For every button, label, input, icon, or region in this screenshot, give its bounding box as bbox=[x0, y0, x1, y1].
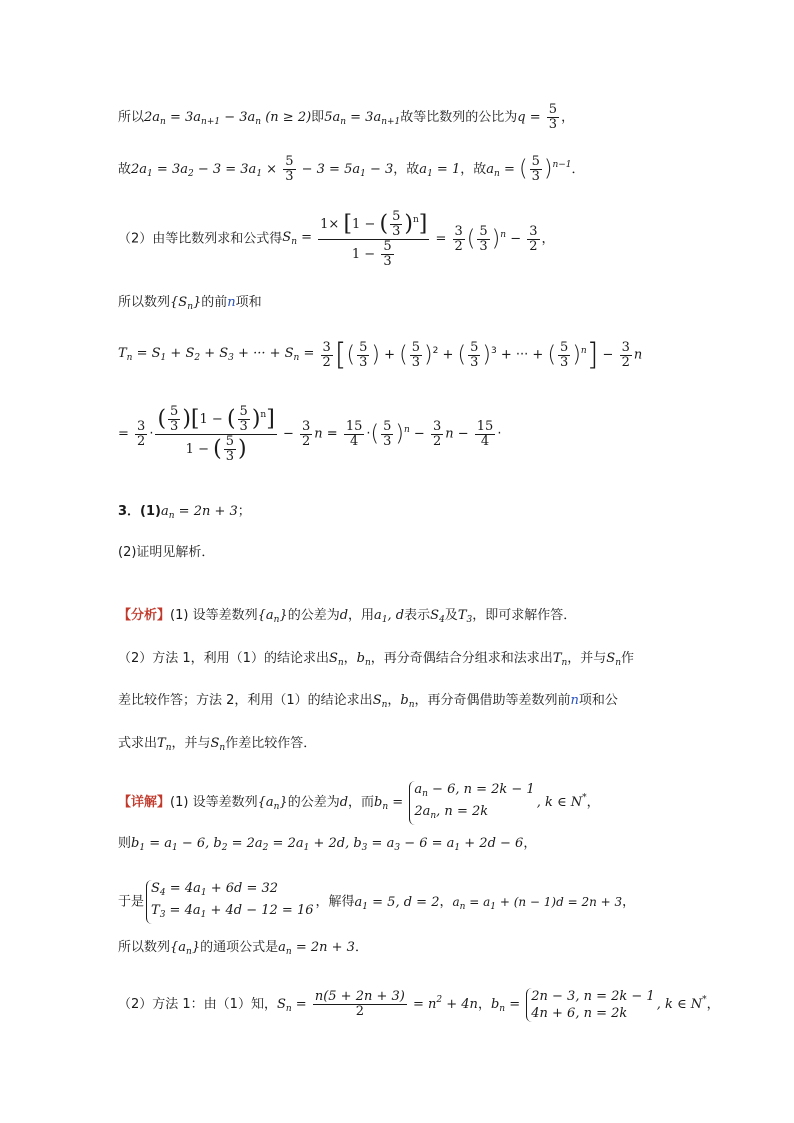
piecewise: $a_n - 6$, n = 2k − 1 $2a_n$, n = 2k bbox=[409, 781, 534, 825]
fraction: $\frac{5}{3}$ bbox=[548, 102, 558, 132]
math: q = bbox=[517, 110, 545, 125]
text: 即 bbox=[311, 110, 325, 125]
solution-line-ratio: 所以$2a_n = 3a_{n+1} - 3a_n$ (n ≥ 2)即$5a_n = 3a_{n+1}$故等比数列的公比为q = $\frac{5}{3}$ ， bbox=[118, 102, 575, 132]
detail-line-5: （2）方法 1：由（1）知，$S_n$ = $\frac{n(5 + 2n + 3)}{2}$ = $n^2 + 4n$，$b_n$ = 2n − 3, n = 2k − 1 4n + 6, n = 2k , k ∈ N*， bbox=[118, 988, 720, 1021]
detail-line-3: 于是 $S_4 = 4a_1 + 6d = 32$ $T_3 = 4a_1 + 4d - 12 = 16$ ，解得$a_1 = 5$, d = 2，$a_n = a_1 + (n - 1)d = 2n + 3$， bbox=[118, 880, 724, 925]
analysis-line-1: 【分析】(1) 设等差数列$\{a_n\}$的公差为d，用$a_1$, d表示$S_4$及$T_3$，即可求解作答． bbox=[118, 608, 577, 625]
analysis-line-4: 式求出$T_n$，并与$S_n$作差比较作答． bbox=[118, 736, 317, 753]
fraction: $\frac{5}{3}$ bbox=[285, 154, 294, 184]
solution-line-sn: （2）由等比数列求和公式得$S_n$ = 1× [1 − ( $\frac{5}{3}$ )$^n$] 1 − $\frac{5}{3}$ = $\frac{3}{2}$ ( $\frac{5}{3}$ )$^n$ − $\frac{3}{2}$ ， bbox=[118, 209, 555, 269]
solution-line-tn-result: = $\frac{3}{2}$ · ( $\frac{5}{3}$ )[1 − ( $\frac{5}{3}$ )$^n$] 1 − ( $\frac{5}{3}$ ) − $\frac{3}{2}$ n = $\frac{15}{4}$ ·( $\frac{5}{3}$ )$^n$ − $\frac{3}{2}$ n − $\frac{15}{4}$ · bbox=[118, 404, 502, 464]
analysis-tag: 【分析】 bbox=[118, 608, 171, 623]
detail-line-2: 则$b_1 = a_1 - 6$, $b_2 = 2a_2 = 2a_1 + 2d$, $b_3 = a_3 - 6 = a_1 + 2d - 6$， bbox=[118, 836, 537, 853]
analysis-line-2: （2）方法 1，利用（1）的结论求出$S_n$，$b_n$，再分奇偶结合分组求和法求出$T_n$，并与$S_n$作 bbox=[118, 651, 635, 668]
fraction: $\frac{5}{3}$ bbox=[531, 154, 540, 184]
equation-system: $S_4 = 4a_1 + 6d = 32$ $T_3 = 4a_1 + 4d - 12 = 16$ bbox=[146, 880, 313, 924]
text: 故等比数列的公比为 bbox=[400, 110, 518, 125]
answer-3-part2: (2)证明见解析． bbox=[118, 545, 215, 560]
math: $2a_n = 3a_{n+1} - 3a_n$ (n ≥ 2) bbox=[144, 110, 312, 127]
fraction-sum: 1× [1 − ( $\frac{5}{3}$ )$^n$] 1 − $\frac{5}{3}$ bbox=[320, 209, 428, 269]
detail-tag: 【详解】 bbox=[118, 795, 171, 810]
solution-line-seq: 所以数列$\{S_n\}$的前n项和 bbox=[118, 295, 262, 312]
detail-line-1: 【详解】(1) 设等差数列$\{a_n\}$的公差为d，而$b_n$ = $a_n - 6$, n = 2k − 1 $2a_n$, n = 2k , k ∈ N*， bbox=[118, 780, 724, 825]
text: 所以 bbox=[118, 110, 145, 125]
answer-3-part1: 3．$(1)a_n = 2n + 3$； bbox=[118, 504, 251, 521]
math: $5a_n = 3a_{n+1}$ bbox=[324, 110, 401, 127]
solution-line-a1: 故$2a_1 = 3a_2 - 3 = 3a_1$ × $\frac{5}{3}$ − $3 = 5a_1 - 3$，故$a_1 = 1$，故$a_n$ = ( $\frac{5}{3}$ )$^{n-1}$． bbox=[118, 154, 585, 184]
analysis-line-3: 差比较作答；方法 2，利用（1）的结论求出$S_n$，$b_n$，再分奇偶借助等差数列前n项和公 bbox=[118, 693, 618, 710]
fraction: $\frac{n(5 + 2n + 3)}{2}$ bbox=[314, 989, 405, 1019]
detail-line-4: 所以数列$\{a_n\}$的通项公式是$a_n = 2n + 3$． bbox=[118, 940, 368, 957]
piecewise: 2n − 3, n = 2k − 1 4n + 6, n = 2k bbox=[526, 988, 654, 1022]
solution-line-tn: $T_n = S_1 + S_2 + S_3$ + ··· + $S_n$ = $\frac{3}{2}$ [( $\frac{5}{3}$ ) + ( $\frac{5}{3}$ )$^2$ + ( $\frac{5}{3}$ )$^3$ + ··· + ( $\frac{5}{3}$ )$^n$] − $\frac{3}{2}$ n bbox=[118, 337, 643, 373]
